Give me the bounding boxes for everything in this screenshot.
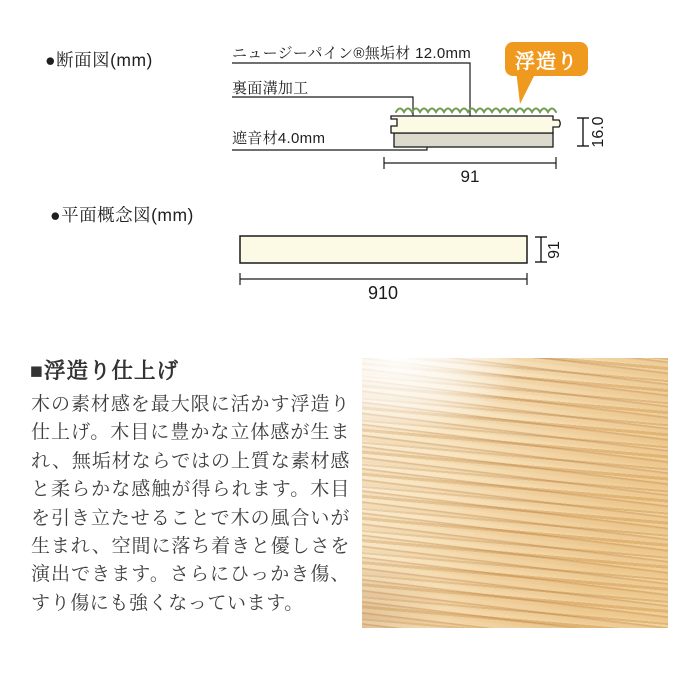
label-insulation: 遮音材4.0mm [232,130,326,147]
ukizukuri-badge: 浮造り [505,42,588,76]
insulation-layer [394,133,553,147]
plan-length-dim-label: 910 [367,283,399,303]
cs-thickness-dim-label: 16.0 [590,116,607,148]
feature-description: 木の素材感を最大限に活かす浮造り仕上げ。木目に豊かな立体感が生まれ、無垢材ならではの上質な素材感と柔らかな感触が得られます。木目を引き立たせることで木の風合いが生まれ、空間に落ち着きと優しさを演出できます。さらにひっかき傷、すり傷にも強くなっています。 [31,394,350,614]
wood-grain-photo [362,358,668,628]
plan-view-title: ●平面概念図(mm) [50,205,194,225]
leader-line-back-groove [232,97,413,130]
wave-texture-line [396,109,556,113]
board-cross-section [391,116,560,133]
cs-width-dim-label: 91 [460,167,480,186]
feature-heading: ■浮造り仕上げ [30,359,179,383]
cross-section-title: ●断面図(mm) [45,50,153,70]
plan-view-board [240,236,527,263]
label-top-layer: ニュージーパイン®無垢材 12.0mm [232,45,472,62]
plan-width-dim-label: 91 [546,241,563,259]
label-back-groove: 裏面溝加工 [232,80,309,97]
